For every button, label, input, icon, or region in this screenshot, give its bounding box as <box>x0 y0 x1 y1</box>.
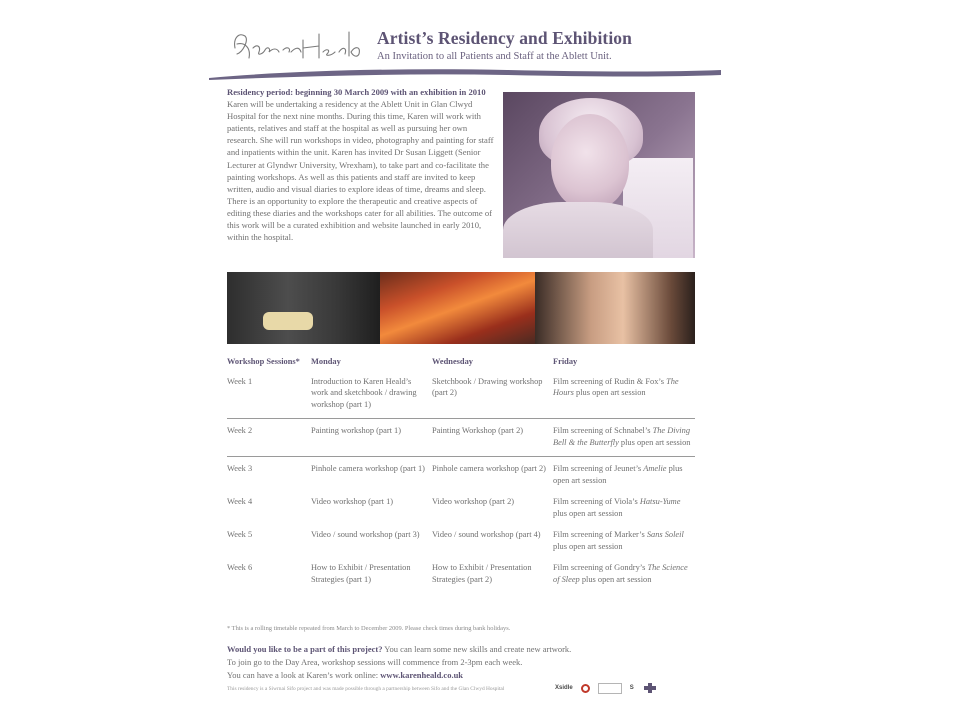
cta-question: Would you like to be a part of this project? <box>227 644 383 654</box>
wednesday-cell: Sketchbook / Drawing workshop (part 2) <box>432 376 553 419</box>
week-cell: Week 1 <box>227 376 311 419</box>
header-monday: Monday <box>311 357 341 366</box>
wednesday-cell: Painting Workshop (part 2) <box>432 419 553 457</box>
friday-cell <box>553 529 695 562</box>
week-cell: Week 3 <box>227 464 253 473</box>
schedule-header-row <box>227 354 695 376</box>
cta-website-line <box>227 669 707 682</box>
table-row <box>227 376 695 419</box>
poster <box>207 0 723 720</box>
cta-join: To join go to the Day Area, workshop sessions will commence from 2-3pm each week. <box>227 657 523 667</box>
page-title: Artist’s Residency and Exhibition <box>377 28 632 48</box>
header-friday: Friday <box>553 357 578 366</box>
partnership-credit: This residency is a Siwrnai Sifo project and was made possible through a partnership between Sifo and the Glan Clwyd Hospital <box>227 686 505 692</box>
call-to-action <box>227 643 707 682</box>
friday-pre: Film screening of Schnabel’s <box>553 426 653 435</box>
intro-body: Karen will be undertaking a residency at the Ablett Unit in Glan Clwyd Hospital for the next nine months. During this time, Karen will work with patients, relatives and staff at the hospital as well as pursuing her own research. She will run workshops in video, photography and painting for staff and inpatients within the unit. Karen has invited Dr Susan Liggett (Senior Lecturer at Glyndwr University, Wrexham), to take part and co-facilitate the painting workshops. As well as this patients and staff are invited to keep written, audio and visual diaries to explore ideas of time, dreams and sleep. There is an opportunity to explore the therapeutic and creative aspects of editing these diaries and the workshops cater for all abilities. The outcome of this work will be a curated exhibition and website launched in early 2010, within the hospital. <box>227 99 494 243</box>
photo-sleeper <box>535 272 695 344</box>
photo-strip <box>227 272 695 344</box>
table-row <box>227 529 695 562</box>
monday-cell: Painting workshop (part 1) <box>311 419 432 457</box>
friday-post: plus open art session <box>573 388 646 397</box>
week-cell: Week 5 <box>227 530 253 539</box>
monday-cell: Video workshop (part 1) <box>311 497 394 506</box>
wednesday-cell: Video / sound workshop (part 4) <box>432 530 541 539</box>
week-cell: Week 4 <box>227 497 253 506</box>
website-link[interactable]: www.karenheald.co.uk <box>380 670 464 680</box>
friday-cell <box>553 496 695 529</box>
friday-cell <box>553 562 695 595</box>
page-subtitle: An Invitation to all Patients and Staff at the Ablett Unit. <box>377 51 612 62</box>
monday-cell: Introduction to Karen Heald’s work and sketchbook / drawing workshop (part 1) <box>311 376 432 419</box>
friday-cell <box>553 376 695 419</box>
friday-post: plus open art session <box>553 541 623 551</box>
residency-period: Residency period: beginning 30 March 2009 with an exhibition in 2010 <box>227 87 486 97</box>
friday-pre: Film screening of Rudin & Fox’s <box>553 376 667 386</box>
friday-pre: Film screening of Viola’s <box>553 497 640 506</box>
film-title: The Diving Bell & the Butterfly <box>553 426 691 447</box>
header-sessions: Workshop Sessions* <box>227 357 300 366</box>
portrait-shirt <box>503 202 653 258</box>
film-title: Sans Soleil <box>646 530 684 539</box>
wednesday-cell: Video workshop (part 2) <box>432 497 515 506</box>
circle-logo <box>581 684 590 693</box>
friday-pre: Film screening of Marker’s <box>553 530 647 539</box>
signature-text: Karen Heald <box>227 18 233 19</box>
friday-post: plus open art session <box>553 508 623 518</box>
box-logo <box>598 683 622 694</box>
photo-ward <box>227 272 380 344</box>
monday-cell: How to Exhibit / Presentation Strategies (part 1) <box>311 563 411 584</box>
film-title: Amelie <box>643 464 667 473</box>
s-logo: S <box>629 685 634 691</box>
friday-post: plus open art session <box>579 574 652 584</box>
table-row <box>227 562 695 595</box>
wednesday-cell: Pinhole camera workshop (part 2) <box>432 464 546 473</box>
photo-bed-shape <box>263 312 313 330</box>
friday-post: plus open art session <box>618 437 691 447</box>
photo-lights <box>380 272 535 344</box>
table-row <box>227 496 695 529</box>
friday-pre: Film screening of Gondry’s <box>553 563 648 572</box>
cta-question-line <box>227 643 707 656</box>
portrait-face <box>551 114 629 210</box>
artist-portrait <box>503 92 695 258</box>
workshop-schedule-table <box>227 354 695 595</box>
film-title: Hatsu-Yume <box>639 497 681 506</box>
monday-cell: Video / sound workshop (part 3) <box>311 530 420 539</box>
cta-website-pre: You can have a look at Karen’s work online: <box>227 670 381 680</box>
week-cell: Week 2 <box>227 419 311 457</box>
xsidle-logo: Xsidle <box>555 685 573 691</box>
table-row <box>227 419 695 457</box>
friday-cell <box>553 457 695 497</box>
sponsor-logos <box>555 682 660 694</box>
film-title: The Hours <box>553 376 679 397</box>
header-wednesday: Wednesday <box>432 357 473 366</box>
film-title: The Science of Sleep <box>553 563 688 584</box>
table-row <box>227 457 695 497</box>
friday-pre: Film screening of Jeunet’s <box>553 464 644 473</box>
cta-question-rest: You can learn some new skills and create new artwork. <box>382 644 572 654</box>
wednesday-cell: How to Exhibit / Presentation Strategies (part 2) <box>432 563 532 584</box>
friday-cell <box>553 419 695 457</box>
monday-cell: Pinhole camera workshop (part 1) <box>311 464 425 473</box>
intro-text <box>227 86 497 243</box>
week-cell: Week 6 <box>227 563 253 572</box>
timetable-footnote: * This is a rolling timetable repeated from March to December 2009. Please check times during bank holidays. <box>227 625 511 632</box>
cross-logo <box>642 682 660 694</box>
friday-post: plus open art session <box>553 464 683 485</box>
